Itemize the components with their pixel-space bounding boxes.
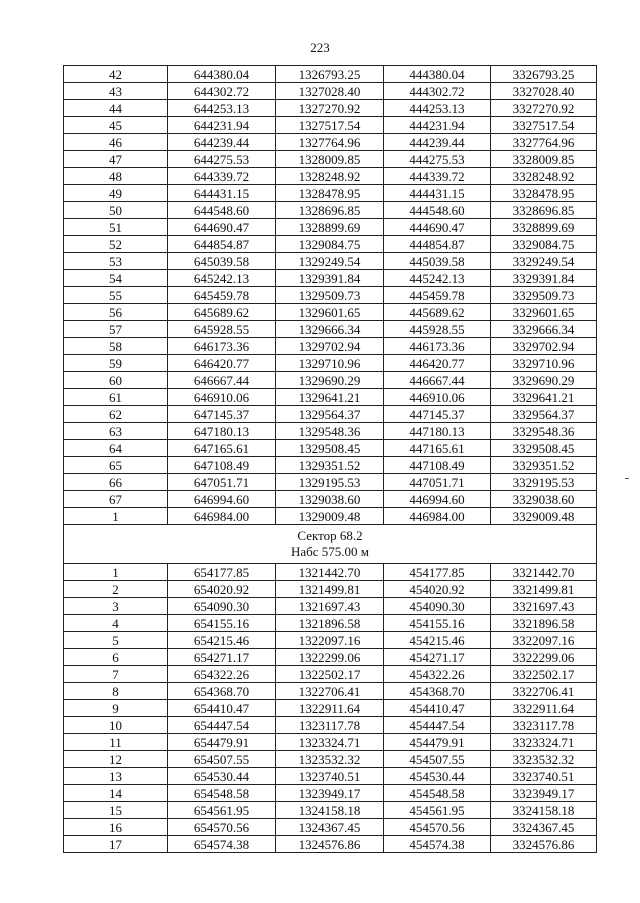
y2-coordinate-cell: 3322911.64 [491, 700, 597, 717]
y2-coordinate-cell: 3321499.81 [491, 581, 597, 598]
x2-coordinate-cell: 454479.91 [384, 734, 491, 751]
x2-coordinate-cell: 454020.92 [384, 581, 491, 598]
table-row [64, 717, 597, 734]
x-coordinate-cell: 645459.78 [168, 287, 276, 304]
y2-coordinate-cell: 3328696.85 [491, 202, 597, 219]
x2-coordinate-cell: 445039.58 [384, 253, 491, 270]
x-coordinate-cell: 654155.16 [168, 615, 276, 632]
x2-coordinate-cell: 446420.77 [384, 355, 491, 372]
x-coordinate-cell: 646984.00 [168, 508, 276, 525]
y-coordinate-cell: 1322706.41 [276, 683, 384, 700]
x-coordinate-cell: 645242.13 [168, 270, 276, 287]
y-coordinate-cell: 1327270.92 [276, 100, 384, 117]
point-number-cell: 15 [64, 802, 168, 819]
table-row [64, 649, 597, 666]
table-row [64, 151, 597, 168]
point-number-cell: 57 [64, 321, 168, 338]
x-coordinate-cell: 654530.44 [168, 768, 276, 785]
point-number-cell: 11 [64, 734, 168, 751]
point-number-cell: 9 [64, 700, 168, 717]
x-coordinate-cell: 654322.26 [168, 666, 276, 683]
x-coordinate-cell: 644231.94 [168, 117, 276, 134]
table-row [64, 615, 597, 632]
point-number-cell: 4 [64, 615, 168, 632]
y2-coordinate-cell: 3323740.51 [491, 768, 597, 785]
point-number-cell: 60 [64, 372, 168, 389]
y-coordinate-cell: 1329249.54 [276, 253, 384, 270]
y-coordinate-cell: 1327764.96 [276, 134, 384, 151]
x-coordinate-cell: 646420.77 [168, 355, 276, 372]
table-row [64, 100, 597, 117]
y2-coordinate-cell: 3322299.06 [491, 649, 597, 666]
x2-coordinate-cell: 444548.60 [384, 202, 491, 219]
table-row [64, 406, 597, 423]
point-number-cell: 7 [64, 666, 168, 683]
y-coordinate-cell: 1323740.51 [276, 768, 384, 785]
table-row [64, 355, 597, 372]
x2-coordinate-cell: 446994.60 [384, 491, 491, 508]
y2-coordinate-cell: 3328478.95 [491, 185, 597, 202]
x2-coordinate-cell: 444275.53 [384, 151, 491, 168]
y-coordinate-cell: 1329009.48 [276, 508, 384, 525]
x2-coordinate-cell: 445242.13 [384, 270, 491, 287]
section-header-group [64, 525, 597, 564]
y-coordinate-cell: 1329702.94 [276, 338, 384, 355]
y-coordinate-cell: 1323532.32 [276, 751, 384, 768]
margin-mark [625, 478, 629, 479]
point-number-cell: 14 [64, 785, 168, 802]
section-header-row [64, 525, 597, 564]
y2-coordinate-cell: 3326793.25 [491, 66, 597, 83]
y-coordinate-cell: 1329710.96 [276, 355, 384, 372]
x2-coordinate-cell: 446667.44 [384, 372, 491, 389]
y-coordinate-cell: 1328899.69 [276, 219, 384, 236]
point-number-cell: 8 [64, 683, 168, 700]
x2-coordinate-cell: 444302.72 [384, 83, 491, 100]
x2-coordinate-cell: 454574.38 [384, 836, 491, 853]
y2-coordinate-cell: 3327270.92 [491, 100, 597, 117]
y-coordinate-cell: 1329351.52 [276, 457, 384, 474]
point-number-cell: 51 [64, 219, 168, 236]
y-coordinate-cell: 1329666.34 [276, 321, 384, 338]
point-number-cell: 45 [64, 117, 168, 134]
y2-coordinate-cell: 3329249.54 [491, 253, 597, 270]
x-coordinate-cell: 654215.46 [168, 632, 276, 649]
point-number-cell: 1 [64, 564, 168, 581]
section-subtitle: Набс 575.00 м [290, 544, 370, 559]
y-coordinate-cell: 1324158.18 [276, 802, 384, 819]
y-coordinate-cell: 1329391.84 [276, 270, 384, 287]
x2-coordinate-cell: 447165.61 [384, 440, 491, 457]
point-number-cell: 63 [64, 423, 168, 440]
y-coordinate-cell: 1323117.78 [276, 717, 384, 734]
x2-coordinate-cell: 444854.87 [384, 236, 491, 253]
page-number: 223 [310, 40, 330, 55]
x2-coordinate-cell: 447145.37 [384, 406, 491, 423]
y-coordinate-cell: 1329038.60 [276, 491, 384, 508]
point-number-cell: 59 [64, 355, 168, 372]
x2-coordinate-cell: 454447.54 [384, 717, 491, 734]
y2-coordinate-cell: 3321697.43 [491, 598, 597, 615]
point-number-cell: 17 [64, 836, 168, 853]
point-number-cell: 13 [64, 768, 168, 785]
x-coordinate-cell: 654447.54 [168, 717, 276, 734]
x2-coordinate-cell: 454090.30 [384, 598, 491, 615]
y2-coordinate-cell: 3329351.52 [491, 457, 597, 474]
point-number-cell: 12 [64, 751, 168, 768]
point-number-cell: 16 [64, 819, 168, 836]
table-row [64, 785, 597, 802]
table-row [64, 83, 597, 100]
y-coordinate-cell: 1328696.85 [276, 202, 384, 219]
x-coordinate-cell: 654479.91 [168, 734, 276, 751]
x-coordinate-cell: 654090.30 [168, 598, 276, 615]
table-row [64, 474, 597, 491]
y2-coordinate-cell: 3324576.86 [491, 836, 597, 853]
x2-coordinate-cell: 446173.36 [384, 338, 491, 355]
x2-coordinate-cell: 454570.56 [384, 819, 491, 836]
x-coordinate-cell: 646994.60 [168, 491, 276, 508]
x-coordinate-cell: 654410.47 [168, 700, 276, 717]
section-header-cell [64, 525, 597, 564]
table-row [64, 202, 597, 219]
table-row [64, 287, 597, 304]
y-coordinate-cell: 1328248.92 [276, 168, 384, 185]
table-row [64, 457, 597, 474]
point-number-cell: 5 [64, 632, 168, 649]
x-coordinate-cell: 644548.60 [168, 202, 276, 219]
y2-coordinate-cell: 3329009.48 [491, 508, 597, 525]
x-coordinate-cell: 644339.72 [168, 168, 276, 185]
table-row [64, 491, 597, 508]
y-coordinate-cell: 1328478.95 [276, 185, 384, 202]
table-body-part-2 [64, 564, 597, 853]
x-coordinate-cell: 644380.04 [168, 66, 276, 83]
table-row [64, 304, 597, 321]
point-number-cell: 66 [64, 474, 168, 491]
y2-coordinate-cell: 3329702.94 [491, 338, 597, 355]
x2-coordinate-cell: 445689.62 [384, 304, 491, 321]
x-coordinate-cell: 654368.70 [168, 683, 276, 700]
x-coordinate-cell: 644275.53 [168, 151, 276, 168]
x2-coordinate-cell: 444690.47 [384, 219, 491, 236]
table-row [64, 768, 597, 785]
point-number-cell: 67 [64, 491, 168, 508]
y-coordinate-cell: 1328009.85 [276, 151, 384, 168]
y2-coordinate-cell: 3329601.65 [491, 304, 597, 321]
point-number-cell: 64 [64, 440, 168, 457]
x-coordinate-cell: 646173.36 [168, 338, 276, 355]
x-coordinate-cell: 646910.06 [168, 389, 276, 406]
y-coordinate-cell: 1326793.25 [276, 66, 384, 83]
table-row [64, 321, 597, 338]
point-number-cell: 47 [64, 151, 168, 168]
x-coordinate-cell: 654020.92 [168, 581, 276, 598]
y-coordinate-cell: 1321896.58 [276, 615, 384, 632]
point-number-cell: 54 [64, 270, 168, 287]
y2-coordinate-cell: 3324367.45 [491, 819, 597, 836]
point-number-cell: 48 [64, 168, 168, 185]
point-number-cell: 50 [64, 202, 168, 219]
table-row [64, 389, 597, 406]
point-number-cell: 42 [64, 66, 168, 83]
x2-coordinate-cell: 444380.04 [384, 66, 491, 83]
x-coordinate-cell: 645039.58 [168, 253, 276, 270]
y-coordinate-cell: 1329601.65 [276, 304, 384, 321]
x-coordinate-cell: 647145.37 [168, 406, 276, 423]
y2-coordinate-cell: 3322706.41 [491, 683, 597, 700]
point-number-cell: 3 [64, 598, 168, 615]
x-coordinate-cell: 645928.55 [168, 321, 276, 338]
table-row [64, 564, 597, 581]
table-row [64, 632, 597, 649]
x2-coordinate-cell: 447180.13 [384, 423, 491, 440]
table-row [64, 700, 597, 717]
y2-coordinate-cell: 3328009.85 [491, 151, 597, 168]
y-coordinate-cell: 1323324.71 [276, 734, 384, 751]
point-number-cell: 52 [64, 236, 168, 253]
y-coordinate-cell: 1329084.75 [276, 236, 384, 253]
y2-coordinate-cell: 3323532.32 [491, 751, 597, 768]
y2-coordinate-cell: 3329509.73 [491, 287, 597, 304]
y-coordinate-cell: 1329641.21 [276, 389, 384, 406]
x-coordinate-cell: 654507.55 [168, 751, 276, 768]
x2-coordinate-cell: 444431.15 [384, 185, 491, 202]
point-number-cell: 65 [64, 457, 168, 474]
y-coordinate-cell: 1321697.43 [276, 598, 384, 615]
x-coordinate-cell: 647108.49 [168, 457, 276, 474]
x-coordinate-cell: 645689.62 [168, 304, 276, 321]
x2-coordinate-cell: 454561.95 [384, 802, 491, 819]
x2-coordinate-cell: 444253.13 [384, 100, 491, 117]
point-number-cell: 53 [64, 253, 168, 270]
x2-coordinate-cell: 447051.71 [384, 474, 491, 491]
point-number-cell: 6 [64, 649, 168, 666]
y-coordinate-cell: 1329195.53 [276, 474, 384, 491]
y2-coordinate-cell: 3321896.58 [491, 615, 597, 632]
y2-coordinate-cell: 3324158.18 [491, 802, 597, 819]
y2-coordinate-cell: 3329508.45 [491, 440, 597, 457]
point-number-cell: 55 [64, 287, 168, 304]
x-coordinate-cell: 654561.95 [168, 802, 276, 819]
x2-coordinate-cell: 444239.44 [384, 134, 491, 151]
y-coordinate-cell: 1321442.70 [276, 564, 384, 581]
table-row [64, 751, 597, 768]
y2-coordinate-cell: 3329084.75 [491, 236, 597, 253]
table-row [64, 836, 597, 853]
x2-coordinate-cell: 454548.58 [384, 785, 491, 802]
y-coordinate-cell: 1329690.29 [276, 372, 384, 389]
point-number-cell: 44 [64, 100, 168, 117]
y2-coordinate-cell: 3327028.40 [491, 83, 597, 100]
y2-coordinate-cell: 3327517.54 [491, 117, 597, 134]
x2-coordinate-cell: 454271.17 [384, 649, 491, 666]
table-row [64, 802, 597, 819]
table-row [64, 236, 597, 253]
table-row [64, 819, 597, 836]
table-row [64, 253, 597, 270]
x-coordinate-cell: 644253.13 [168, 100, 276, 117]
point-number-cell: 43 [64, 83, 168, 100]
x-coordinate-cell: 654271.17 [168, 649, 276, 666]
table-row [64, 66, 597, 83]
table-row [64, 338, 597, 355]
y2-coordinate-cell: 3329690.29 [491, 372, 597, 389]
y-coordinate-cell: 1329564.37 [276, 406, 384, 423]
y2-coordinate-cell: 3327764.96 [491, 134, 597, 151]
x2-coordinate-cell: 454368.70 [384, 683, 491, 700]
x-coordinate-cell: 646667.44 [168, 372, 276, 389]
x2-coordinate-cell: 444231.94 [384, 117, 491, 134]
y2-coordinate-cell: 3322097.16 [491, 632, 597, 649]
table-row [64, 270, 597, 287]
y-coordinate-cell: 1324576.86 [276, 836, 384, 853]
y2-coordinate-cell: 3329548.36 [491, 423, 597, 440]
section-title: Сектор 68.2 [297, 528, 363, 543]
x-coordinate-cell: 644239.44 [168, 134, 276, 151]
y-coordinate-cell: 1327028.40 [276, 83, 384, 100]
table-body-part-1 [64, 66, 597, 525]
x2-coordinate-cell: 447108.49 [384, 457, 491, 474]
table-row [64, 168, 597, 185]
table-row [64, 734, 597, 751]
y-coordinate-cell: 1322502.17 [276, 666, 384, 683]
y-coordinate-cell: 1329548.36 [276, 423, 384, 440]
y2-coordinate-cell: 3323117.78 [491, 717, 597, 734]
table-row [64, 683, 597, 700]
point-number-cell: 2 [64, 581, 168, 598]
point-number-cell: 56 [64, 304, 168, 321]
x2-coordinate-cell: 454530.44 [384, 768, 491, 785]
x2-coordinate-cell: 454410.47 [384, 700, 491, 717]
y-coordinate-cell: 1322097.16 [276, 632, 384, 649]
y-coordinate-cell: 1329509.73 [276, 287, 384, 304]
table-row [64, 185, 597, 202]
x-coordinate-cell: 647180.13 [168, 423, 276, 440]
y2-coordinate-cell: 3329038.60 [491, 491, 597, 508]
x-coordinate-cell: 654574.38 [168, 836, 276, 853]
y2-coordinate-cell: 3328899.69 [491, 219, 597, 236]
x-coordinate-cell: 654548.58 [168, 785, 276, 802]
y-coordinate-cell: 1324367.45 [276, 819, 384, 836]
table-row [64, 666, 597, 683]
table-row [64, 134, 597, 151]
y2-coordinate-cell: 3329666.34 [491, 321, 597, 338]
x2-coordinate-cell: 454215.46 [384, 632, 491, 649]
x-coordinate-cell: 644431.15 [168, 185, 276, 202]
y2-coordinate-cell: 3329391.84 [491, 270, 597, 287]
x2-coordinate-cell: 454155.16 [384, 615, 491, 632]
y-coordinate-cell: 1322911.64 [276, 700, 384, 717]
point-number-cell: 58 [64, 338, 168, 355]
y-coordinate-cell: 1327517.54 [276, 117, 384, 134]
y-coordinate-cell: 1329508.45 [276, 440, 384, 457]
x2-coordinate-cell: 445928.55 [384, 321, 491, 338]
x2-coordinate-cell: 446984.00 [384, 508, 491, 525]
y2-coordinate-cell: 3323324.71 [491, 734, 597, 751]
y2-coordinate-cell: 3322502.17 [491, 666, 597, 683]
table-row [64, 598, 597, 615]
y2-coordinate-cell: 3323949.17 [491, 785, 597, 802]
x2-coordinate-cell: 454507.55 [384, 751, 491, 768]
x-coordinate-cell: 647051.71 [168, 474, 276, 491]
x2-coordinate-cell: 444339.72 [384, 168, 491, 185]
y2-coordinate-cell: 3321442.70 [491, 564, 597, 581]
y2-coordinate-cell: 3329641.21 [491, 389, 597, 406]
x2-coordinate-cell: 454322.26 [384, 666, 491, 683]
y2-coordinate-cell: 3329195.53 [491, 474, 597, 491]
point-number-cell: 62 [64, 406, 168, 423]
x-coordinate-cell: 644854.87 [168, 236, 276, 253]
y-coordinate-cell: 1323949.17 [276, 785, 384, 802]
point-number-cell: 49 [64, 185, 168, 202]
x-coordinate-cell: 654177.85 [168, 564, 276, 581]
point-number-cell: 1 [64, 508, 168, 525]
x-coordinate-cell: 644690.47 [168, 219, 276, 236]
x-coordinate-cell: 654570.56 [168, 819, 276, 836]
x2-coordinate-cell: 454177.85 [384, 564, 491, 581]
x-coordinate-cell: 644302.72 [168, 83, 276, 100]
table-row [64, 581, 597, 598]
table-row [64, 440, 597, 457]
point-number-cell: 10 [64, 717, 168, 734]
table-row [64, 219, 597, 236]
point-number-cell: 46 [64, 134, 168, 151]
y2-coordinate-cell: 3329564.37 [491, 406, 597, 423]
y2-coordinate-cell: 3329710.96 [491, 355, 597, 372]
coordinates-table [63, 65, 597, 853]
y-coordinate-cell: 1321499.81 [276, 581, 384, 598]
x2-coordinate-cell: 445459.78 [384, 287, 491, 304]
x2-coordinate-cell: 446910.06 [384, 389, 491, 406]
y-coordinate-cell: 1322299.06 [276, 649, 384, 666]
table-row [64, 372, 597, 389]
table-row [64, 508, 597, 525]
x-coordinate-cell: 647165.61 [168, 440, 276, 457]
y2-coordinate-cell: 3328248.92 [491, 168, 597, 185]
table-row [64, 117, 597, 134]
table-row [64, 423, 597, 440]
point-number-cell: 61 [64, 389, 168, 406]
